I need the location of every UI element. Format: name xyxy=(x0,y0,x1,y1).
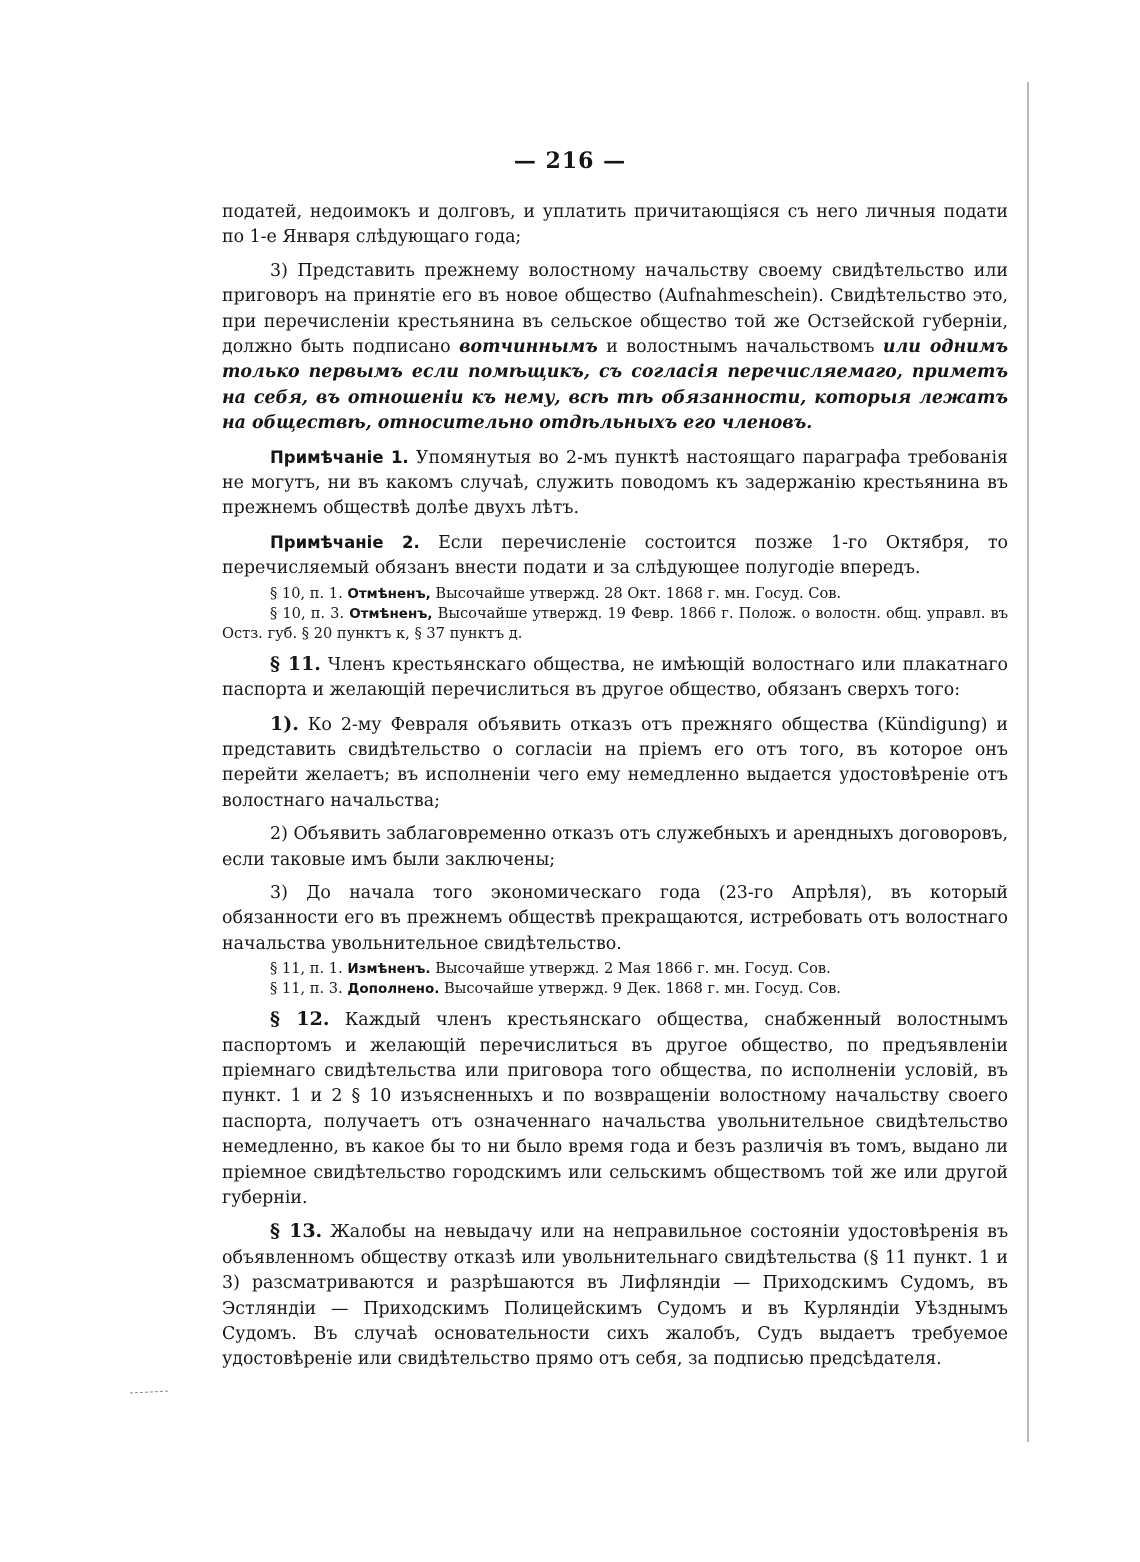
note-1-text: Упомянутыя во 2-мъ пунктѣ настоящаго параграфа требованія не могутъ, ни въ какомъ случаѣ, служить поводомъ къ задержанію крестьянина въ прежнемъ обществѣ долѣе двухъ лѣтъ. xyxy=(222,447,1008,519)
item-3-text-c: и волостнымъ начальствомъ xyxy=(597,337,883,358)
page-number: — 216 — xyxy=(513,148,627,174)
page-edge-line xyxy=(1027,82,1029,1442)
paragraph-item-3 xyxy=(222,259,1008,437)
reference-4 xyxy=(222,979,1008,999)
reference-4-label: Дополнено. xyxy=(347,981,440,998)
reference-3-text: Высочайше утвержд. 2 Мая 1866 г. мн. Госуд. Сов. xyxy=(430,960,831,978)
note-2-label: Примѣчаніе 2. xyxy=(270,532,420,552)
reference-1-text: Высочайше утвержд. 28 Окт. 1868 г. мн. Госуд. Сов. xyxy=(430,584,842,602)
section-13-text: Жалобы на невыдачу или на неправильное состояніи удостовѣренія въ объявленномъ обществу отказѣ или увольнительнаго свидѣтельства (§ 11 пункт. 1 и 3) разсматриваются и разрѣшаются въ Лифляндіи — Приходскимъ Судомъ, въ Эстляндіи — Приходскимъ Полицейскимъ Судомъ и въ Курляндіи Уѣзднымъ Судомъ. Въ случаѣ основательности сихъ жалобъ, Судъ выдаетъ требуемое удостовѣреніе или свидѣтельство прямо отъ себя, за подписью предсѣдателя. xyxy=(222,1222,1009,1370)
note-2-text: Если перечисленіе состоится позже 1-го Октября, то перечисляемый обязанъ внести подати и за слѣдующее полугодіе впередъ. xyxy=(222,532,1009,579)
section-11-item-2: 2) Объявить заблаговременно отказъ отъ служебныхъ и арендныхъ договоровъ, если таковые имъ были заключены; xyxy=(222,824,1008,870)
section-13 xyxy=(222,1219,1008,1372)
reference-4-prefix: § 11, п. 3. xyxy=(270,980,348,998)
note-1-label: Примѣчаніе 1. xyxy=(270,447,409,467)
note-2 xyxy=(222,530,1008,582)
section-13-number: § 13. xyxy=(270,1220,323,1243)
section-12-text: Каждый членъ крестьянскаго общества, снабженный волостнымъ паспортомъ и желающій перечислиться въ другое общество, по предъявленіи пріемнаго свидѣтельства или приговора того общества, по исполненіи условій, въ пункт. 1 и 2 § 10 изъясненныхъ и по возвращеніи волостному начальству своего паспорта, получаетъ отъ означеннаго начальства увольнительное свидѣтельство немедленно, въ какое бы то ни было время года и безъ различія въ томъ, выдано ли пріемное свидѣтельство городскимъ или сельскимъ обществомъ той же или другой губерніи. xyxy=(222,1010,1008,1208)
reference-1-prefix: § 10, п. 1. xyxy=(270,584,348,602)
section-11-number: § 11. xyxy=(270,652,321,675)
section-11-item-3: 3) До начала того экономическаго года (23-го Апрѣля), въ который обязанности его въ прежнемъ обществѣ прекращаются, истребовать отъ волостнаго начальства увольнительное свидѣтельство. xyxy=(222,882,1008,954)
section-11 xyxy=(222,652,1008,704)
reference-2-prefix: § 10, п. 3. xyxy=(270,604,350,622)
item-3-italic-d: или однимъ только первымъ если помѣщикъ, съ согласія перечисляемаго, приметъ на себя, въ отношеніи къ нему, всѣ тѣ обязанности, которыя лежатъ на обществѣ, относительно отдѣльныхъ его членовъ. xyxy=(222,337,1009,434)
reference-3-label: Измѣненъ. xyxy=(347,961,431,978)
section-11-item-1 xyxy=(222,712,1008,815)
note-1 xyxy=(222,445,1008,522)
reference-4-text: Высочайше утвержд. 9 Дек. 1868 г. мн. Госуд. Сов. xyxy=(439,980,841,998)
item-3-text-a: 3) Представить прежнему волостному начальству своему свидѣтельство или приговоръ на принятіе его въ новое общество (Aufnahmeschein). Свидѣтельство это, при перечисленіи крестьянина въ сельское общество той же Остзейской губерніи, должно быть подписано xyxy=(222,260,1008,358)
scan-specks xyxy=(128,1385,188,1445)
reference-2 xyxy=(222,604,1008,644)
paragraph-continuation: податей, недоимокъ и долговъ, и уплатить причитающіяся съ него личныя подати по 1-е Января слѣдующаго года; xyxy=(222,202,1008,248)
reference-2-label: Отмѣненъ, xyxy=(349,605,433,622)
section-11-item-1-number: 1). xyxy=(270,712,299,735)
reference-1 xyxy=(222,584,1008,604)
section-12-number: § 12. xyxy=(270,1008,330,1031)
reference-2-text: Высочайше утвержд. 19 Февр. 1866 г. Полож. о волостн. общ. управл. въ Остз. губ. § 20 пунктъ к, § 37 пунктъ д. xyxy=(222,604,1008,642)
section-12 xyxy=(222,1007,1008,1211)
item-3-italic-b: вотчиннымъ xyxy=(459,337,598,358)
reference-1-label: Отмѣненъ, xyxy=(347,585,431,602)
reference-3-prefix: § 11, п. 1. xyxy=(270,960,348,978)
reference-3 xyxy=(222,959,1008,979)
document-body xyxy=(222,200,1008,1373)
section-11-item-1-text: Ко 2-му Февраля объявить отказъ отъ прежняго общества (Kündigung) и представить свидѣтельство о согласіи на пріемъ его отъ того, въ которое онъ перейти желаетъ; въ исполненіи чего ему немедленно выдается удостовѣреніе отъ волостнаго начальства; xyxy=(222,714,1008,811)
section-11-text: Членъ крестьянскаго общества, не имѣющій волостнаго или плакатнаго паспорта и желающій перечислиться въ другое общество, обязанъ сверхъ того: xyxy=(222,654,1008,701)
